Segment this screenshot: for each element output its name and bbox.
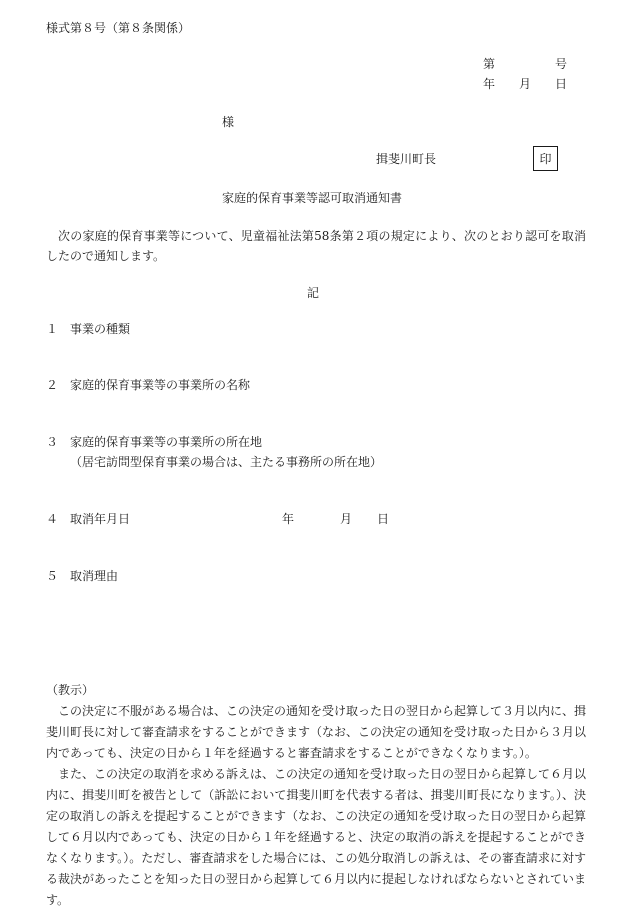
instruction-paragraph-1: この決定に不服がある場合は、この決定の通知を受け取った日の翌日から起算して３月以内に、揖斐川町長に対して審査請求をすることができます（なお、この決定の通知を受け取った日から３月以内であっても、決定の日から１年を経過すると審査請求をすることができなくなります。）。 [46,704,587,760]
issuer-name: 揖斐川町長 [376,152,437,166]
form-label: 様式第８号（第８条関係） [46,21,191,35]
item-number: ３ [46,435,59,449]
cancel-year-label: 年 [282,512,295,526]
item-label: 家庭的保育事業等の事業所の所在地 [70,435,263,449]
item-3 [46,436,262,448]
issue-date-row [483,78,573,98]
document-number-date [483,58,573,98]
item-label: 家庭的保育事業等の事業所の名称 [70,378,251,392]
seal-box: 印 [533,146,558,171]
item-5 [46,570,118,582]
item-4 [46,513,130,525]
recipient-suffix: 様 [222,115,235,129]
issue-month-label: 月 [519,77,532,91]
item-1 [46,323,130,335]
item-number: ４ [46,512,59,526]
ki-heading: 記 [307,286,320,300]
intro-paragraph: 次の家庭的保育事業等について、児童福祉法第58条第２項の規定により、次のとおり認可を取消したので通知します。 [46,229,586,263]
item-label: 取消年月日 [70,512,131,526]
issue-year-label: 年 [483,77,496,91]
cancel-day-label: 日 [377,512,390,526]
cancel-month-label: 月 [340,512,353,526]
instruction-section [46,680,586,911]
number-suffix: 号 [555,57,568,71]
instruction-paragraph-2: また、この決定の取消を求める訴えは、この決定の通知を受け取った日の翌日から起算して６月以内に、揖斐川町を被告として（訴訟において揖斐川町を代表する者は、揖斐川町長になります。）、決定の取消しの訴えを提起することができます（なお、この決定の通知を受け取った日の翌日から起算して６月以内であっても、決定の日から１年を経過すると、決定の取消の訴えを提起することができなくなります。）。ただし、審査請求をした場合には、この処分取消しの訴えは、その審査請求に対する裁決があったことを知った日の翌日から起算して６月以内に提起しなければならないとされています。 [46,767,587,907]
item-label: 取消理由 [70,569,119,583]
number-prefix: 第 [483,57,496,71]
item-number: ５ [46,569,59,583]
issue-day-label: 日 [555,77,568,91]
instruction-heading: （教示） [46,683,95,697]
item-2 [46,379,250,391]
document-title: 家庭的保育事業等認可取消通知書 [222,191,403,205]
document-number-row [483,58,573,78]
item-3-note: （居宅訪問型保育事業の場合は、主たる事務所の所在地） [70,455,383,469]
item-label: 事業の種類 [70,322,131,336]
item-number: １ [46,322,59,336]
item-number: ２ [46,378,59,392]
